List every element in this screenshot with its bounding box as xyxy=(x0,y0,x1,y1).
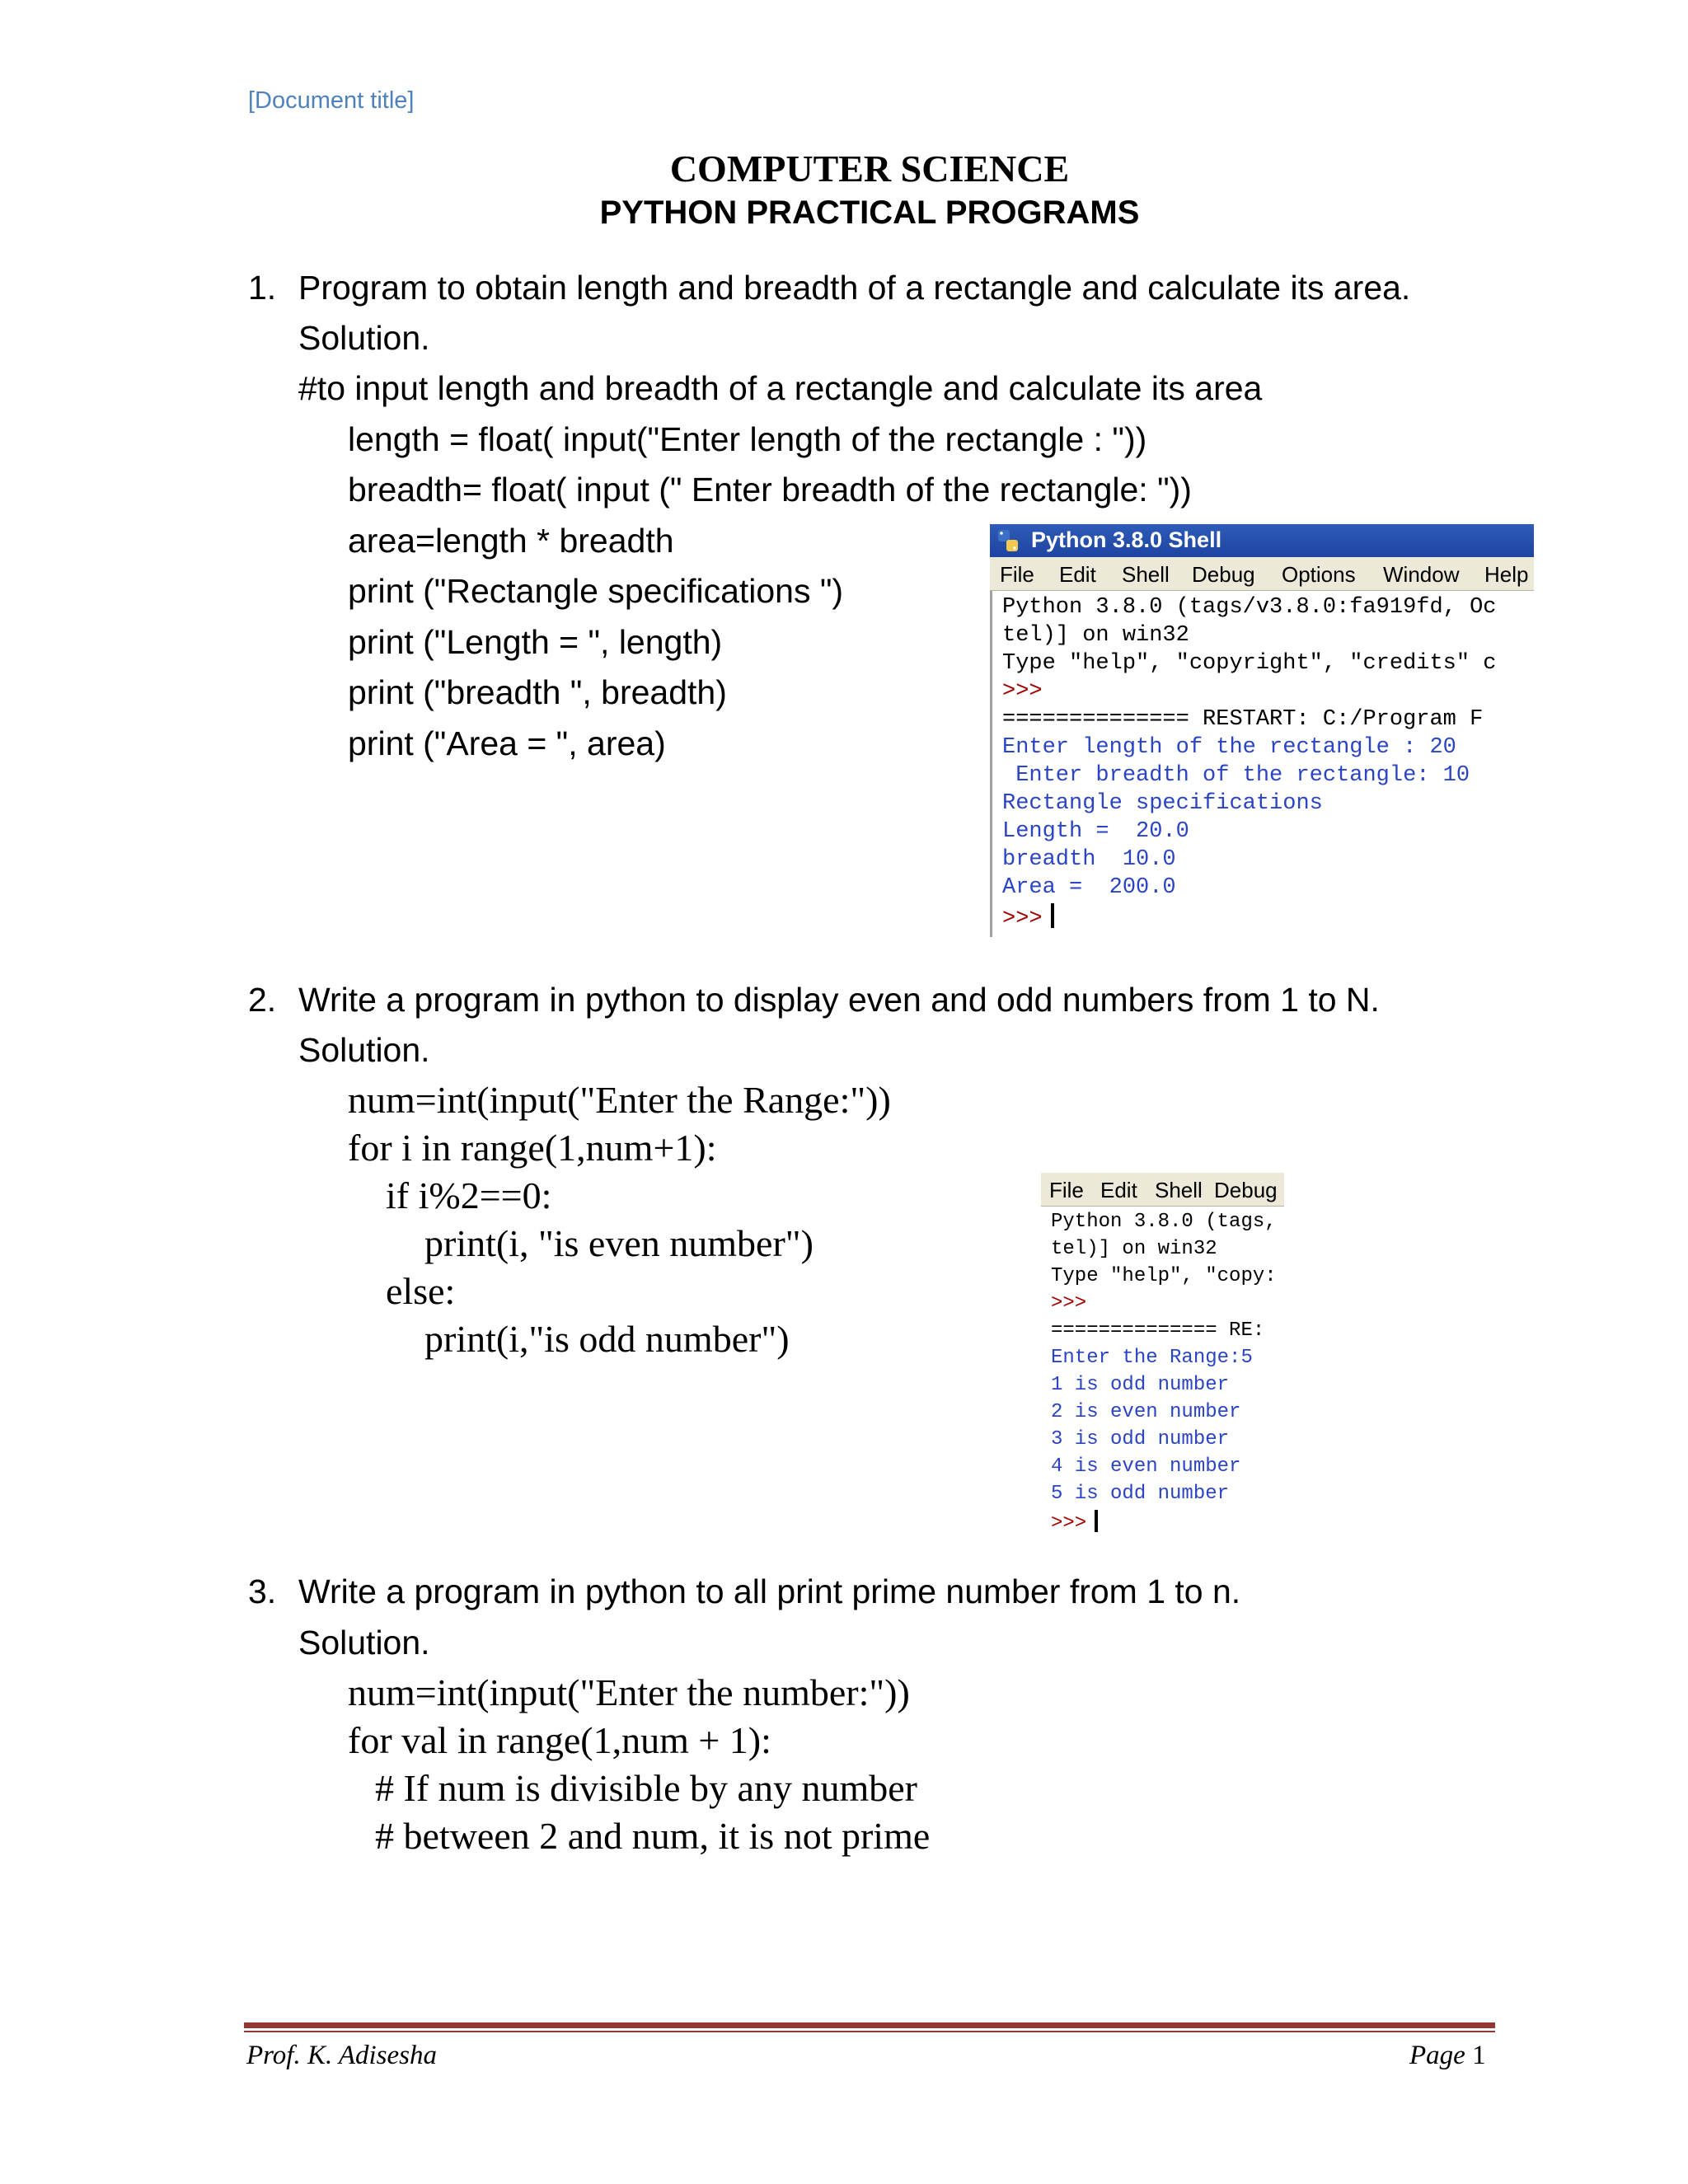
q1-code-line: area=length * breadth xyxy=(348,522,674,560)
question-1-number: 1. xyxy=(248,269,277,307)
shell-line: 3 is odd number xyxy=(1051,1428,1230,1451)
menu-debug[interactable]: Debug xyxy=(1214,1178,1278,1202)
shell-line: ============== RESTART: C:/Program F xyxy=(1002,707,1484,732)
shell-line: Rectangle specifications xyxy=(1002,791,1323,816)
shell-line: Type "help", "copy: xyxy=(1051,1265,1277,1287)
shell-line: Python 3.8.0 (tags, xyxy=(1051,1211,1277,1233)
shell-line: 1 is odd number xyxy=(1051,1374,1230,1396)
shell-titlebar xyxy=(990,524,1534,557)
shell-line: Type "help", "copyright", "credits" c xyxy=(1002,651,1497,676)
question-1-comment: #to input length and breadth of a rectangle and calculate its area xyxy=(298,369,1263,407)
q2-code-line: for i in range(1,num+1): xyxy=(348,1127,717,1169)
shell-line: 4 is even number xyxy=(1051,1455,1241,1478)
main-title: COMPUTER SCIENCE xyxy=(669,148,1070,190)
shell-menu-bar xyxy=(990,557,1534,591)
question-2-text: Write a program in python to display even and odd numbers from 1 to N. xyxy=(298,981,1380,1019)
question-2-solution-label: Solution. xyxy=(298,1031,430,1069)
question-2-number: 2. xyxy=(248,981,277,1019)
question-1-text: Program to obtain length and breadth of a rectangle and calculate its area. xyxy=(298,269,1411,307)
python-shell-screenshot-2 xyxy=(1041,1173,1284,1536)
q2-code-line: else: xyxy=(386,1270,456,1312)
q3-code-line: # If num is divisible by any number xyxy=(375,1767,917,1809)
q3-code-line: for val in range(1,num + 1): xyxy=(348,1719,771,1761)
python-shell-screenshot-1 xyxy=(990,524,1534,937)
question-3-text: Write a program in python to all print prime number from 1 to n. xyxy=(298,1572,1241,1610)
q2-code-line: print(i,"is odd number") xyxy=(424,1318,790,1360)
menu-shell[interactable]: Shell xyxy=(1155,1178,1203,1202)
shell-line: Length = 20.0 xyxy=(1002,819,1189,844)
shell-line: Enter the Range:5 xyxy=(1051,1347,1253,1369)
footer-page-number: Page 1 xyxy=(1409,2041,1486,2070)
shell-line: Area = 200.0 xyxy=(1002,875,1176,900)
sub-title: PYTHON PRACTICAL PROGRAMS xyxy=(599,194,1140,231)
shell-output-area xyxy=(1041,1207,1284,1536)
q1-code-line: print ("Length = ", length) xyxy=(348,623,723,661)
q1-code-line: print ("breadth ", breadth) xyxy=(348,673,727,711)
shell-line: Python 3.8.0 (tags/v3.8.0:fa919fd, Oc xyxy=(1002,595,1497,620)
shell-line: tel)] on win32 xyxy=(1051,1238,1217,1260)
q2-code-line: print(i, "is even number") xyxy=(424,1222,814,1264)
shell-prompt: >>> xyxy=(1002,903,1054,931)
menu-debug[interactable]: Debug xyxy=(1192,562,1255,587)
shell-output-area xyxy=(990,591,1534,937)
python-icon xyxy=(995,527,1021,554)
menu-edit[interactable]: Edit xyxy=(1100,1178,1137,1202)
q1-code-line: length = float( input("Enter length of the rectangle : ")) xyxy=(348,420,1147,458)
menu-shell[interactable]: Shell xyxy=(1122,562,1170,587)
shell-menu-bar xyxy=(1041,1173,1284,1207)
question-3-number: 3. xyxy=(248,1572,277,1610)
footer-divider-thin xyxy=(244,2031,1495,2032)
q1-code-line: print ("Area = ", area) xyxy=(348,724,666,762)
shell-line: ============== RE: xyxy=(1051,1319,1265,1342)
shell-prompt: >>> xyxy=(1002,679,1043,704)
question-3-solution-label: Solution. xyxy=(298,1624,430,1661)
question-1-solution-label: Solution. xyxy=(298,319,430,357)
shell-line: tel)] on win32 xyxy=(1002,623,1189,648)
q3-code-line: # between 2 and num, it is not prime xyxy=(375,1815,931,1857)
menu-options[interactable]: Options xyxy=(1282,562,1356,587)
shell-line: Enter breadth of the rectangle: 10 xyxy=(1002,763,1470,788)
menu-help[interactable]: Help xyxy=(1484,562,1529,587)
menu-window[interactable]: Window xyxy=(1383,562,1460,587)
q2-code-line: num=int(input("Enter the Range:")) xyxy=(348,1079,891,1121)
footer-divider xyxy=(244,2022,1495,2028)
menu-file[interactable]: File xyxy=(1000,562,1034,587)
shell-line: breadth 10.0 xyxy=(1002,847,1176,872)
shell-line: 2 is even number xyxy=(1051,1401,1241,1423)
shell-prompt: >>> xyxy=(1051,1292,1087,1315)
shell-window-title: Python 3.8.0 Shell xyxy=(1031,527,1222,552)
q1-code-line: print ("Rectangle specifications ") xyxy=(348,572,844,610)
q2-code-line: if i%2==0: xyxy=(386,1174,552,1216)
shell-line: 5 is odd number xyxy=(1051,1483,1230,1505)
shell-line: Enter length of the rectangle : 20 xyxy=(1002,735,1456,760)
menu-file[interactable]: File xyxy=(1049,1178,1084,1202)
footer-author: Prof. K. Adisesha xyxy=(246,2041,438,2070)
q3-code-line: num=int(input("Enter the number:")) xyxy=(348,1671,910,1713)
document-title-placeholder: [Document title] xyxy=(248,87,415,114)
q1-code-line: breadth= float( input (" Enter breadth of the rectangle: ")) xyxy=(348,471,1192,509)
shell-prompt: >>> xyxy=(1051,1510,1098,1535)
menu-edit[interactable]: Edit xyxy=(1059,562,1096,587)
